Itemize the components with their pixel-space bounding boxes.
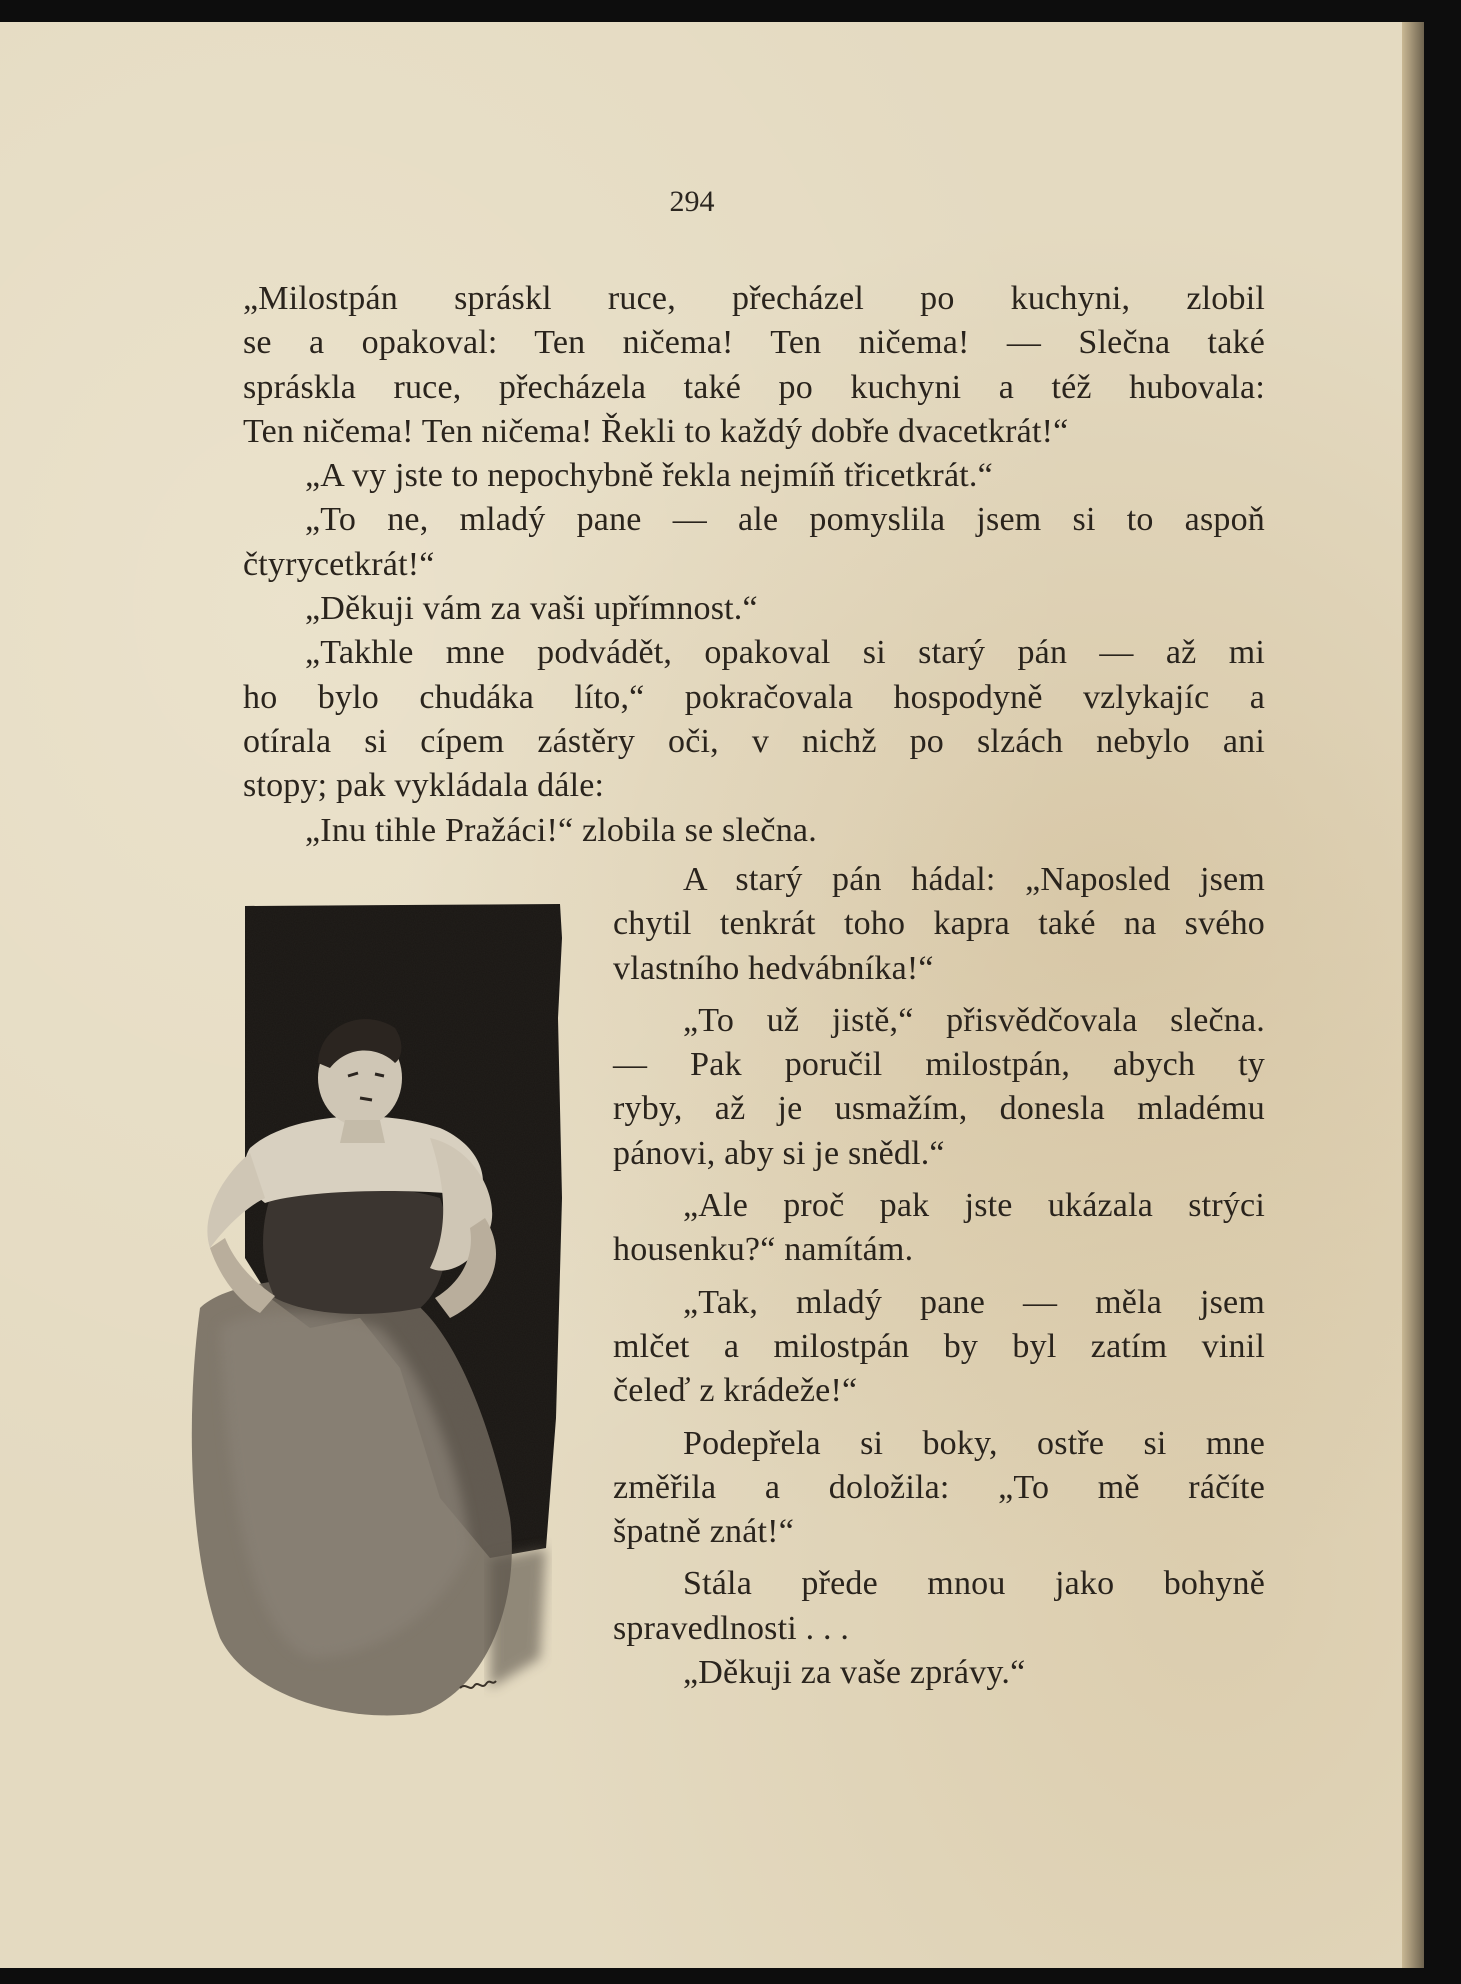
text-line: „Děkuji za vaše zprávy.“: [683, 1654, 1026, 1692]
text-line: „Děkuji vám za vaši upřímnost.“: [305, 590, 758, 628]
text-line: Stála přede mnou jako bohyně: [683, 1565, 1265, 1603]
text-line: mlčet a milostpán by byl zatím vinil: [613, 1327, 1265, 1365]
illustration-drawing: [190, 898, 570, 1724]
text-line: čeleď z krádeže!“: [613, 1372, 858, 1410]
text-line: otírala si cípem zástěry oči, v nichž po slzách nebylo ani: [243, 722, 1265, 760]
text-line: chytil tenkrát toho kapra také na svého: [613, 905, 1265, 943]
book-page: [0, 22, 1424, 1968]
text-line: „Milostpán spráskl ruce, přecházel po kuchyni, zlobil: [243, 280, 1265, 317]
text-line: špatně znát!“: [613, 1513, 795, 1551]
text-line: pánovi, aby si je snědl.“: [613, 1134, 945, 1172]
text-line: „Ale proč pak jste ukázala strýci: [683, 1187, 1265, 1225]
text-line: „Tak, mladý pane — měla jsem: [683, 1283, 1265, 1321]
text-line: ho bylo chudáka líto,“ pokračovala hospodyně vzlykajíc a: [243, 678, 1265, 716]
text-line: čtyrycetkrát!“: [243, 545, 435, 583]
text-line: A starý pán hádal: „Naposled jsem: [683, 861, 1265, 898]
text-line: ryby, až je usmažím, donesla mladému: [613, 1090, 1265, 1128]
text-line: „Takhle mne podvádět, opakoval si starý pán — až mi: [305, 634, 1265, 672]
illustration-woman: [190, 898, 570, 1724]
text-line: Podepřela si boky, ostře si mne: [683, 1424, 1265, 1462]
top-text-block: [243, 277, 1265, 853]
text-line: „To ne, mladý pane — ale pomyslila jsem si to aspoň: [305, 501, 1265, 539]
text-line: „A vy jste to nepochybně řekla nejmíň třicetkrát.“: [305, 457, 993, 495]
text-line: „To už jistě,“ přisvědčovala slečna.: [683, 1001, 1265, 1039]
text-line: se a opakoval: Ten ničema! Ten ničema! — Slečna také: [243, 324, 1265, 362]
text-line: „Inu tihle Pražáci!“ zlobila se slečna.: [305, 811, 817, 849]
right-text-block: [613, 858, 1265, 1695]
text-line: spravedlnosti . . .: [613, 1609, 850, 1647]
text-line: spráskla ruce, přecházela také po kuchyni a též hubovala:: [243, 368, 1265, 406]
text-line: vlastního hedvábníka!“: [613, 949, 934, 987]
page-gutter: [1402, 22, 1424, 1968]
page-number: 294: [669, 185, 715, 218]
text-line: housenku?“ namítám.: [613, 1231, 914, 1269]
text-line: změřila a doložila: „To mě ráčíte: [613, 1468, 1265, 1506]
text-line: — Pak poručil milostpán, abych ty: [613, 1046, 1265, 1084]
text-line: stopy; pak vykládala dále:: [243, 767, 605, 805]
text-line: Ten ničema! Ten ničema! Řekli to každý dobře dvacetkrát!“: [243, 412, 1069, 450]
